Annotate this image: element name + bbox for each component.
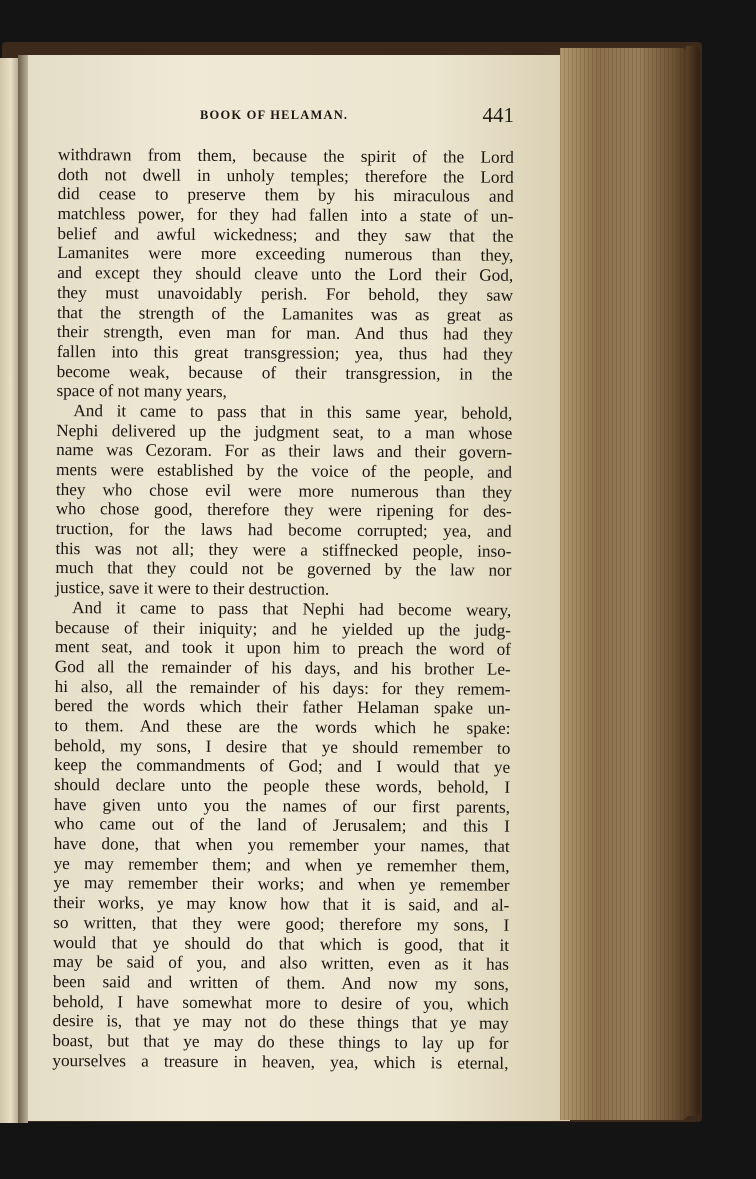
text-line: truction, for the laws had become corrupted; yea, and <box>55 519 512 541</box>
text-line: would that ye should do that which is good, that it <box>53 932 510 955</box>
cover-edge <box>686 46 700 1116</box>
text-line: so written, that they were good; therefore my sons, I <box>53 912 510 935</box>
text-line: And it came to pass that Nephi had become weary, <box>72 597 512 620</box>
running-head: BOOK OF HELAMAN. <box>200 108 349 122</box>
text-line: yourselves a treasure in heaven, yea, which is eternal, <box>52 1050 509 1073</box>
text-line: Lamanites were more exceeding numerous than they, <box>57 243 514 266</box>
text-line: withdrawn from them, because the spirit of the Lord <box>57 145 514 167</box>
text-line: space of not many years, <box>56 381 227 402</box>
text-line: belief and awful wickedness; and they saw that the <box>57 223 514 246</box>
text-line: fallen into this great transgression; yea, thus had they <box>56 341 513 364</box>
text-line: become weak, because of their transgression, in the <box>56 361 513 384</box>
text-line: bered the words which their father Helaman spake un- <box>54 696 511 719</box>
text-line: that the strength of the Lamanites was as great as <box>56 302 514 325</box>
text-line: And it came to pass that in this same year, behold, <box>73 401 513 423</box>
page-block-edges <box>560 48 688 1120</box>
text-line: God all the remainder of his days, and his brother Le- <box>54 656 511 679</box>
facing-page-edge <box>0 58 19 1123</box>
text-line: ye may remember their works; and when ye remember <box>53 873 510 896</box>
text-line: matchless power, for they had fallen into a state of un- <box>57 204 514 226</box>
text-line: this was not all; they were a stiffnecked people, inso- <box>55 538 512 561</box>
text-line: ye may remember them; and when ye rememher them, <box>53 853 510 876</box>
text-line: much that they could not be governed by the law nor <box>55 558 512 581</box>
text-line: because of their iniquity; and he yielded up the judg- <box>54 617 512 640</box>
text-line: may be said of you, and also written, even as it has <box>52 952 510 974</box>
text-line: they who chose evil were more numerous than they <box>55 479 512 502</box>
text-line: name was Cezoram. For as their laws and their govern- <box>56 440 513 463</box>
text-line: behold, my sons, I desire that ye should remember to <box>54 735 511 758</box>
text-line: who chose good, therefore they were ripening for des- <box>55 499 512 522</box>
text-line: and except they should cleave unto the Lord their God, <box>57 263 514 285</box>
text-line: been said and written of them. And now my sons, <box>52 971 509 994</box>
page-header <box>60 103 520 133</box>
text-line: hi also, all the remainder of his days: for they remem- <box>54 676 511 699</box>
text-line: to them. And these are the words which he spake: <box>54 715 511 738</box>
text-line: their strength, even man for man. And thus had they <box>56 322 513 344</box>
text-line: keep the commandments of God; and I would that ye <box>54 755 511 778</box>
text-line: should declare unto the people these words, behold, I <box>54 774 511 797</box>
text-line: their works, ye may know how that it is said, and al- <box>53 893 510 915</box>
text-line: doth not dwell in unholy temples; therefore the Lord <box>57 164 514 187</box>
text-line: behold, I have somewhat more to desire of you, which <box>52 991 509 1014</box>
body-text <box>52 145 514 1073</box>
page-gutter <box>18 55 28 1123</box>
text-line: ment seat, and took it upon him to preach the word of <box>54 637 511 659</box>
text-line: boast, but that ye may do these things to lay up for <box>52 1030 509 1053</box>
text-line: have given unto you the names of our first parents, <box>53 794 511 817</box>
text-line: justice, save it were to their destruction. <box>55 578 330 599</box>
text-line: who came out of the land of Jerusalem; and this I <box>53 814 510 837</box>
text-line: Nephi delivered up the judgment seat, to a man whose <box>56 420 513 443</box>
text-line: desire is, that ye may not do these things that ye may <box>52 1011 509 1034</box>
page-number: 441 <box>482 103 514 127</box>
text-line: ments were established by the voice of the people, and <box>55 459 513 482</box>
text-line: did cease to preserve them by his miraculous and <box>57 184 514 207</box>
text-line: they must unavoidably perish. For behold, they saw <box>57 282 514 305</box>
text-line: have done, that when you remember your names, that <box>53 834 510 856</box>
